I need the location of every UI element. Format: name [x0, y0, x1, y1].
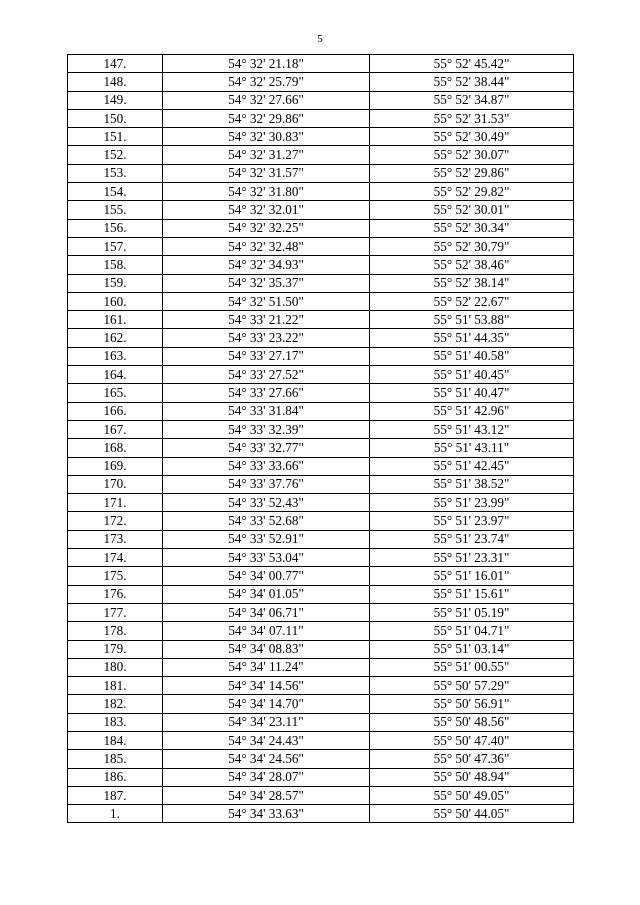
longitude-cell: 55° 51' 05.19"	[370, 603, 574, 621]
table-row	[68, 329, 574, 347]
table-row	[68, 695, 574, 713]
point-number-cell: 173.	[68, 530, 163, 548]
coordinates-table-body	[68, 55, 574, 823]
point-number-cell: 151.	[68, 128, 163, 146]
longitude-cell: 55° 50' 48.56"	[370, 713, 574, 731]
point-number-cell: 159.	[68, 274, 163, 292]
latitude-cell: 54° 33' 52.68"	[163, 512, 370, 530]
latitude-cell: 54° 33' 31.84"	[163, 402, 370, 420]
table-row	[68, 366, 574, 384]
table-row	[68, 439, 574, 457]
latitude-cell: 54° 32' 25.79"	[163, 73, 370, 91]
point-number-cell: 154.	[68, 183, 163, 201]
point-number-cell: 171.	[68, 494, 163, 512]
latitude-cell: 54° 34' 28.07"	[163, 768, 370, 786]
table-row	[68, 164, 574, 182]
table-row	[68, 347, 574, 365]
latitude-cell: 54° 34' 01.05"	[163, 585, 370, 603]
table-row	[68, 109, 574, 127]
point-number-cell: 185.	[68, 750, 163, 768]
longitude-cell: 55° 51' 04.71"	[370, 622, 574, 640]
latitude-cell: 54° 34' 06.71"	[163, 603, 370, 621]
point-number-cell: 167.	[68, 420, 163, 438]
table-row	[68, 274, 574, 292]
longitude-cell: 55° 50' 47.36"	[370, 750, 574, 768]
latitude-cell: 54° 32' 32.01"	[163, 201, 370, 219]
latitude-cell: 54° 34' 14.70"	[163, 695, 370, 713]
point-number-cell: 175.	[68, 567, 163, 585]
table-row	[68, 128, 574, 146]
latitude-cell: 54° 33' 32.77"	[163, 439, 370, 457]
table-row	[68, 219, 574, 237]
point-number-cell: 183.	[68, 713, 163, 731]
longitude-cell: 55° 51' 23.99"	[370, 494, 574, 512]
latitude-cell: 54° 32' 31.27"	[163, 146, 370, 164]
table-row	[68, 713, 574, 731]
point-number-cell: 187.	[68, 786, 163, 804]
longitude-cell: 55° 51' 03.14"	[370, 640, 574, 658]
latitude-cell: 54° 33' 27.52"	[163, 366, 370, 384]
point-number-cell: 178.	[68, 622, 163, 640]
latitude-cell: 54° 32' 51.50"	[163, 292, 370, 310]
point-number-cell: 163.	[68, 347, 163, 365]
longitude-cell: 55° 52' 22.67"	[370, 292, 574, 310]
latitude-cell: 54° 33' 33.66"	[163, 457, 370, 475]
latitude-cell: 54° 33' 52.43"	[163, 494, 370, 512]
latitude-cell: 54° 34' 07.11"	[163, 622, 370, 640]
point-number-cell: 158.	[68, 256, 163, 274]
latitude-cell: 54° 34' 00.77"	[163, 567, 370, 585]
longitude-cell: 55° 52' 38.44"	[370, 73, 574, 91]
latitude-cell: 54° 33' 27.66"	[163, 384, 370, 402]
point-number-cell: 176.	[68, 585, 163, 603]
point-number-cell: 152.	[68, 146, 163, 164]
latitude-cell: 54° 32' 31.80"	[163, 183, 370, 201]
table-row	[68, 512, 574, 530]
longitude-cell: 55° 52' 34.87"	[370, 91, 574, 109]
longitude-cell: 55° 50' 44.05"	[370, 805, 574, 823]
table-row	[68, 292, 574, 310]
table-row	[68, 201, 574, 219]
point-number-cell: 177.	[68, 603, 163, 621]
table-row	[68, 384, 574, 402]
longitude-cell: 55° 51' 40.47"	[370, 384, 574, 402]
table-row	[68, 402, 574, 420]
latitude-cell: 54° 32' 31.57"	[163, 164, 370, 182]
longitude-cell: 55° 51' 16.01"	[370, 567, 574, 585]
point-number-cell: 153.	[68, 164, 163, 182]
longitude-cell: 55° 52' 30.07"	[370, 146, 574, 164]
point-number-cell: 161.	[68, 311, 163, 329]
longitude-cell: 55° 50' 56.91"	[370, 695, 574, 713]
latitude-cell: 54° 34' 23.11"	[163, 713, 370, 731]
latitude-cell: 54° 32' 29.86"	[163, 109, 370, 127]
latitude-cell: 54° 32' 32.48"	[163, 237, 370, 255]
longitude-cell: 55° 52' 30.79"	[370, 237, 574, 255]
longitude-cell: 55° 51' 38.52"	[370, 475, 574, 493]
point-number-cell: 165.	[68, 384, 163, 402]
table-row	[68, 530, 574, 548]
point-number-cell: 147.	[68, 55, 163, 73]
longitude-cell: 55° 51' 43.12"	[370, 420, 574, 438]
longitude-cell: 55° 52' 30.01"	[370, 201, 574, 219]
point-number-cell: 168.	[68, 439, 163, 457]
latitude-cell: 54° 34' 24.43"	[163, 731, 370, 749]
latitude-cell: 54° 32' 32.25"	[163, 219, 370, 237]
point-number-cell: 157.	[68, 237, 163, 255]
latitude-cell: 54° 34' 28.57"	[163, 786, 370, 804]
page-number: 5	[317, 33, 323, 45]
point-number-cell: 170.	[68, 475, 163, 493]
latitude-cell: 54° 34' 24.56"	[163, 750, 370, 768]
latitude-cell: 54° 33' 52.91"	[163, 530, 370, 548]
longitude-cell: 55° 52' 29.86"	[370, 164, 574, 182]
latitude-cell: 54° 32' 35.37"	[163, 274, 370, 292]
table-row	[68, 256, 574, 274]
table-row	[68, 768, 574, 786]
longitude-cell: 55° 51' 42.96"	[370, 402, 574, 420]
longitude-cell: 55° 51' 23.97"	[370, 512, 574, 530]
point-number-cell: 149.	[68, 91, 163, 109]
latitude-cell: 54° 34' 08.83"	[163, 640, 370, 658]
longitude-cell: 55° 51' 23.74"	[370, 530, 574, 548]
latitude-cell: 54° 32' 34.93"	[163, 256, 370, 274]
latitude-cell: 54° 33' 23.22"	[163, 329, 370, 347]
longitude-cell: 55° 51' 40.58"	[370, 347, 574, 365]
point-number-cell: 182.	[68, 695, 163, 713]
table-row	[68, 91, 574, 109]
longitude-cell: 55° 52' 30.34"	[370, 219, 574, 237]
table-row	[68, 585, 574, 603]
table-row	[68, 457, 574, 475]
table-row	[68, 420, 574, 438]
point-number-cell: 172.	[68, 512, 163, 530]
longitude-cell: 55° 52' 31.53"	[370, 109, 574, 127]
table-row	[68, 640, 574, 658]
longitude-cell: 55° 50' 47.40"	[370, 731, 574, 749]
longitude-cell: 55° 51' 53.88"	[370, 311, 574, 329]
point-number-cell: 148.	[68, 73, 163, 91]
table-row	[68, 55, 574, 73]
latitude-cell: 54° 32' 21.18"	[163, 55, 370, 73]
table-row	[68, 731, 574, 749]
table-row	[68, 805, 574, 823]
point-number-cell: 164.	[68, 366, 163, 384]
point-number-cell: 174.	[68, 549, 163, 567]
table-row	[68, 658, 574, 676]
point-number-cell: 181.	[68, 677, 163, 695]
table-row	[68, 549, 574, 567]
longitude-cell: 55° 51' 40.45"	[370, 366, 574, 384]
longitude-cell: 55° 50' 57.29"	[370, 677, 574, 695]
longitude-cell: 55° 51' 44.35"	[370, 329, 574, 347]
table-row	[68, 622, 574, 640]
point-number-cell: 156.	[68, 219, 163, 237]
table-row	[68, 750, 574, 768]
latitude-cell: 54° 34' 14.56"	[163, 677, 370, 695]
point-number-cell: 180.	[68, 658, 163, 676]
table-row	[68, 475, 574, 493]
latitude-cell: 54° 33' 21.22"	[163, 311, 370, 329]
table-row	[68, 237, 574, 255]
point-number-cell: 162.	[68, 329, 163, 347]
point-number-cell: 155.	[68, 201, 163, 219]
latitude-cell: 54° 34' 33.63"	[163, 805, 370, 823]
longitude-cell: 55° 51' 23.31"	[370, 549, 574, 567]
longitude-cell: 55° 52' 38.14"	[370, 274, 574, 292]
longitude-cell: 55° 51' 15.61"	[370, 585, 574, 603]
point-number-cell: 150.	[68, 109, 163, 127]
point-number-cell: 1.	[68, 805, 163, 823]
longitude-cell: 55° 51' 42.45"	[370, 457, 574, 475]
longitude-cell: 55° 52' 30.49"	[370, 128, 574, 146]
table-row	[68, 73, 574, 91]
latitude-cell: 54° 33' 27.17"	[163, 347, 370, 365]
latitude-cell: 54° 32' 30.83"	[163, 128, 370, 146]
point-number-cell: 179.	[68, 640, 163, 658]
longitude-cell: 55° 52' 29.82"	[370, 183, 574, 201]
table-row	[68, 311, 574, 329]
latitude-cell: 54° 33' 53.04"	[163, 549, 370, 567]
latitude-cell: 54° 32' 27.66"	[163, 91, 370, 109]
coordinates-table	[67, 54, 574, 823]
longitude-cell: 55° 52' 38.46"	[370, 256, 574, 274]
point-number-cell: 160.	[68, 292, 163, 310]
point-number-cell: 184.	[68, 731, 163, 749]
table-row	[68, 677, 574, 695]
point-number-cell: 186.	[68, 768, 163, 786]
table-row	[68, 146, 574, 164]
latitude-cell: 54° 34' 11.24"	[163, 658, 370, 676]
longitude-cell: 55° 52' 45.42"	[370, 55, 574, 73]
table-row	[68, 183, 574, 201]
table-row	[68, 567, 574, 585]
table-row	[68, 786, 574, 804]
point-number-cell: 169.	[68, 457, 163, 475]
longitude-cell: 55° 51' 00.55"	[370, 658, 574, 676]
table-row	[68, 494, 574, 512]
table-row	[68, 603, 574, 621]
latitude-cell: 54° 33' 37.76"	[163, 475, 370, 493]
longitude-cell: 55° 50' 48.94"	[370, 768, 574, 786]
longitude-cell: 55° 51' 43.11"	[370, 439, 574, 457]
longitude-cell: 55° 50' 49.05"	[370, 786, 574, 804]
latitude-cell: 54° 33' 32.39"	[163, 420, 370, 438]
point-number-cell: 166.	[68, 402, 163, 420]
